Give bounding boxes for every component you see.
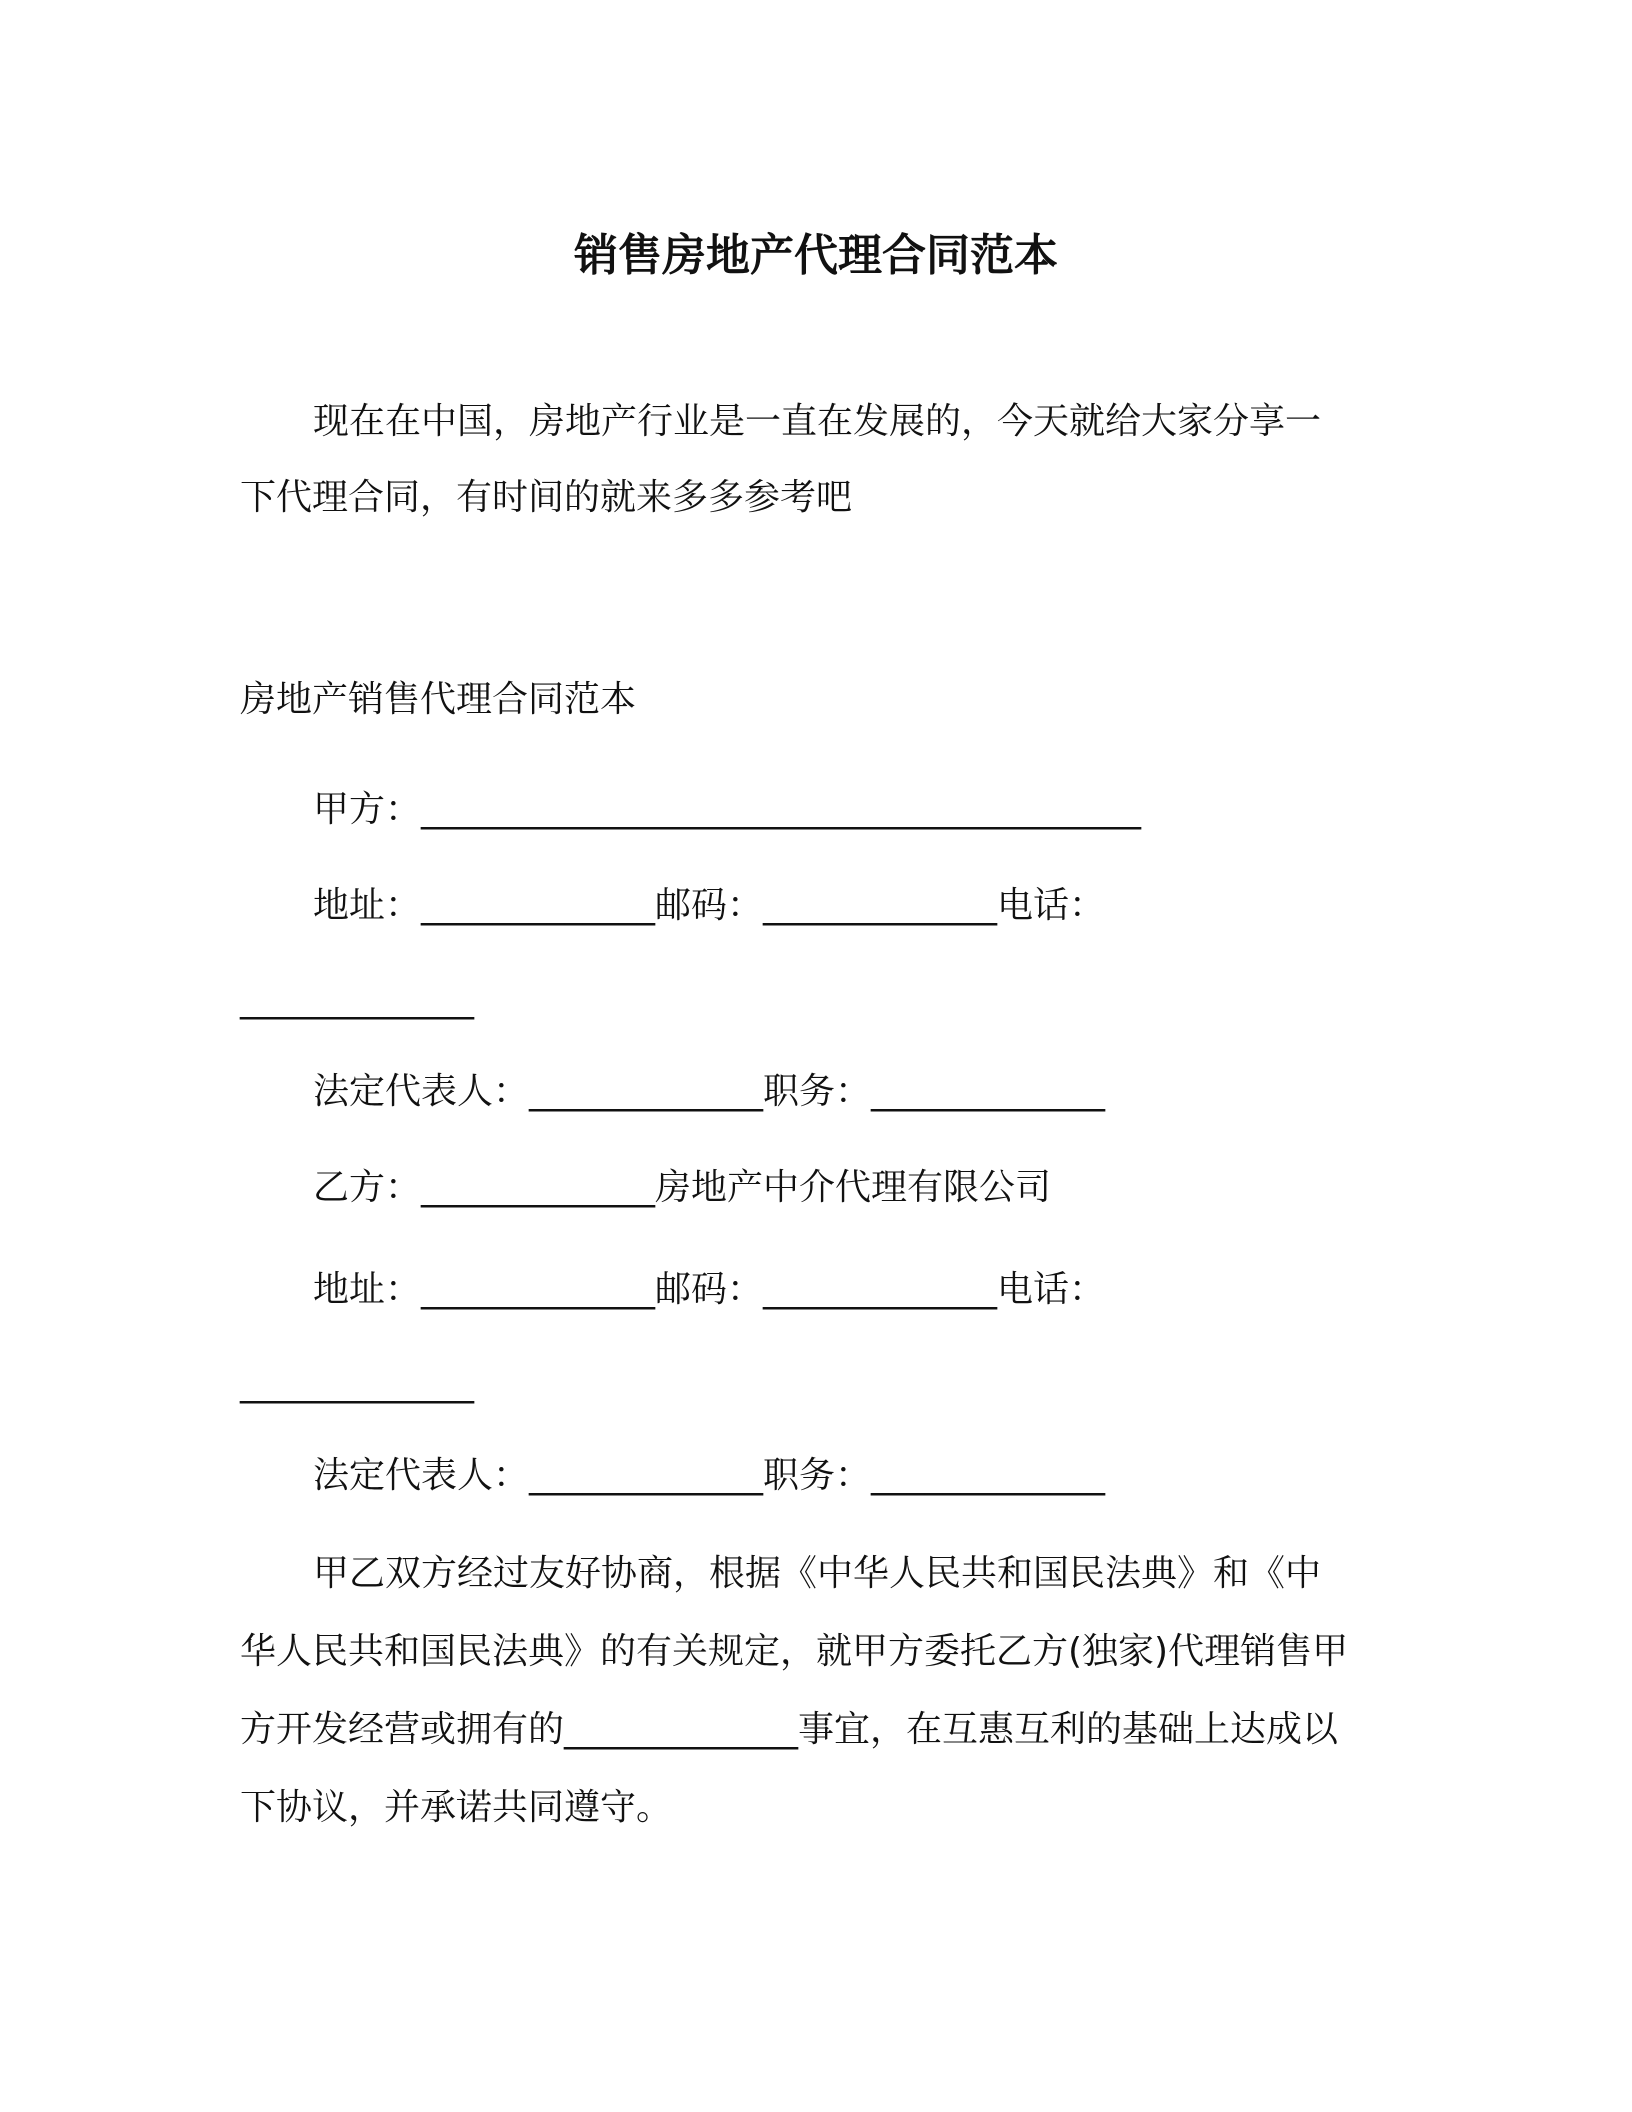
party-b-representative-field: 法定代表人：_____________职务：_____________ [313,1455,1106,1496]
party-a-phone-blank: _____________ [240,979,474,1020]
agreement-line-2: 华人民共和国民法典》的有关规定，就甲方委托乙方(独家)代理销售甲 [240,1631,1349,1672]
contract-subtitle: 房地产销售代理合同范本 [240,679,637,720]
intro-line-2: 下代理合同，有时间的就来多多参考吧 [240,477,853,518]
intro-line-1: 现在在中国，房地产行业是一直在发展的，今天就给大家分享一 [313,401,1322,442]
party-a-address-field: 地址：_____________邮码：_____________电话： [313,885,1106,926]
party-a-name-field: 甲方：________________________________________ [313,789,1142,830]
agreement-line-3: 方开发经营或拥有的_____________事宜，在互惠互利的基础上达成以 [240,1709,1339,1750]
party-b-phone-blank: _____________ [240,1363,474,1404]
party-b-address-field: 地址：_____________邮码：_____________电话： [313,1269,1106,1310]
agreement-line-1: 甲乙双方经过友好协商，根据《中华人民共和国民法典》和《中 [313,1553,1322,1594]
document-title: 销售房地产代理合同范本 [574,230,1058,281]
party-b-name-field: 乙方：_____________房地产中介代理有限公司 [313,1167,1052,1208]
agreement-line-4: 下协议，并承诺共同遵守。 [240,1787,673,1828]
party-a-representative-field: 法定代表人：_____________职务：_____________ [313,1071,1106,1112]
